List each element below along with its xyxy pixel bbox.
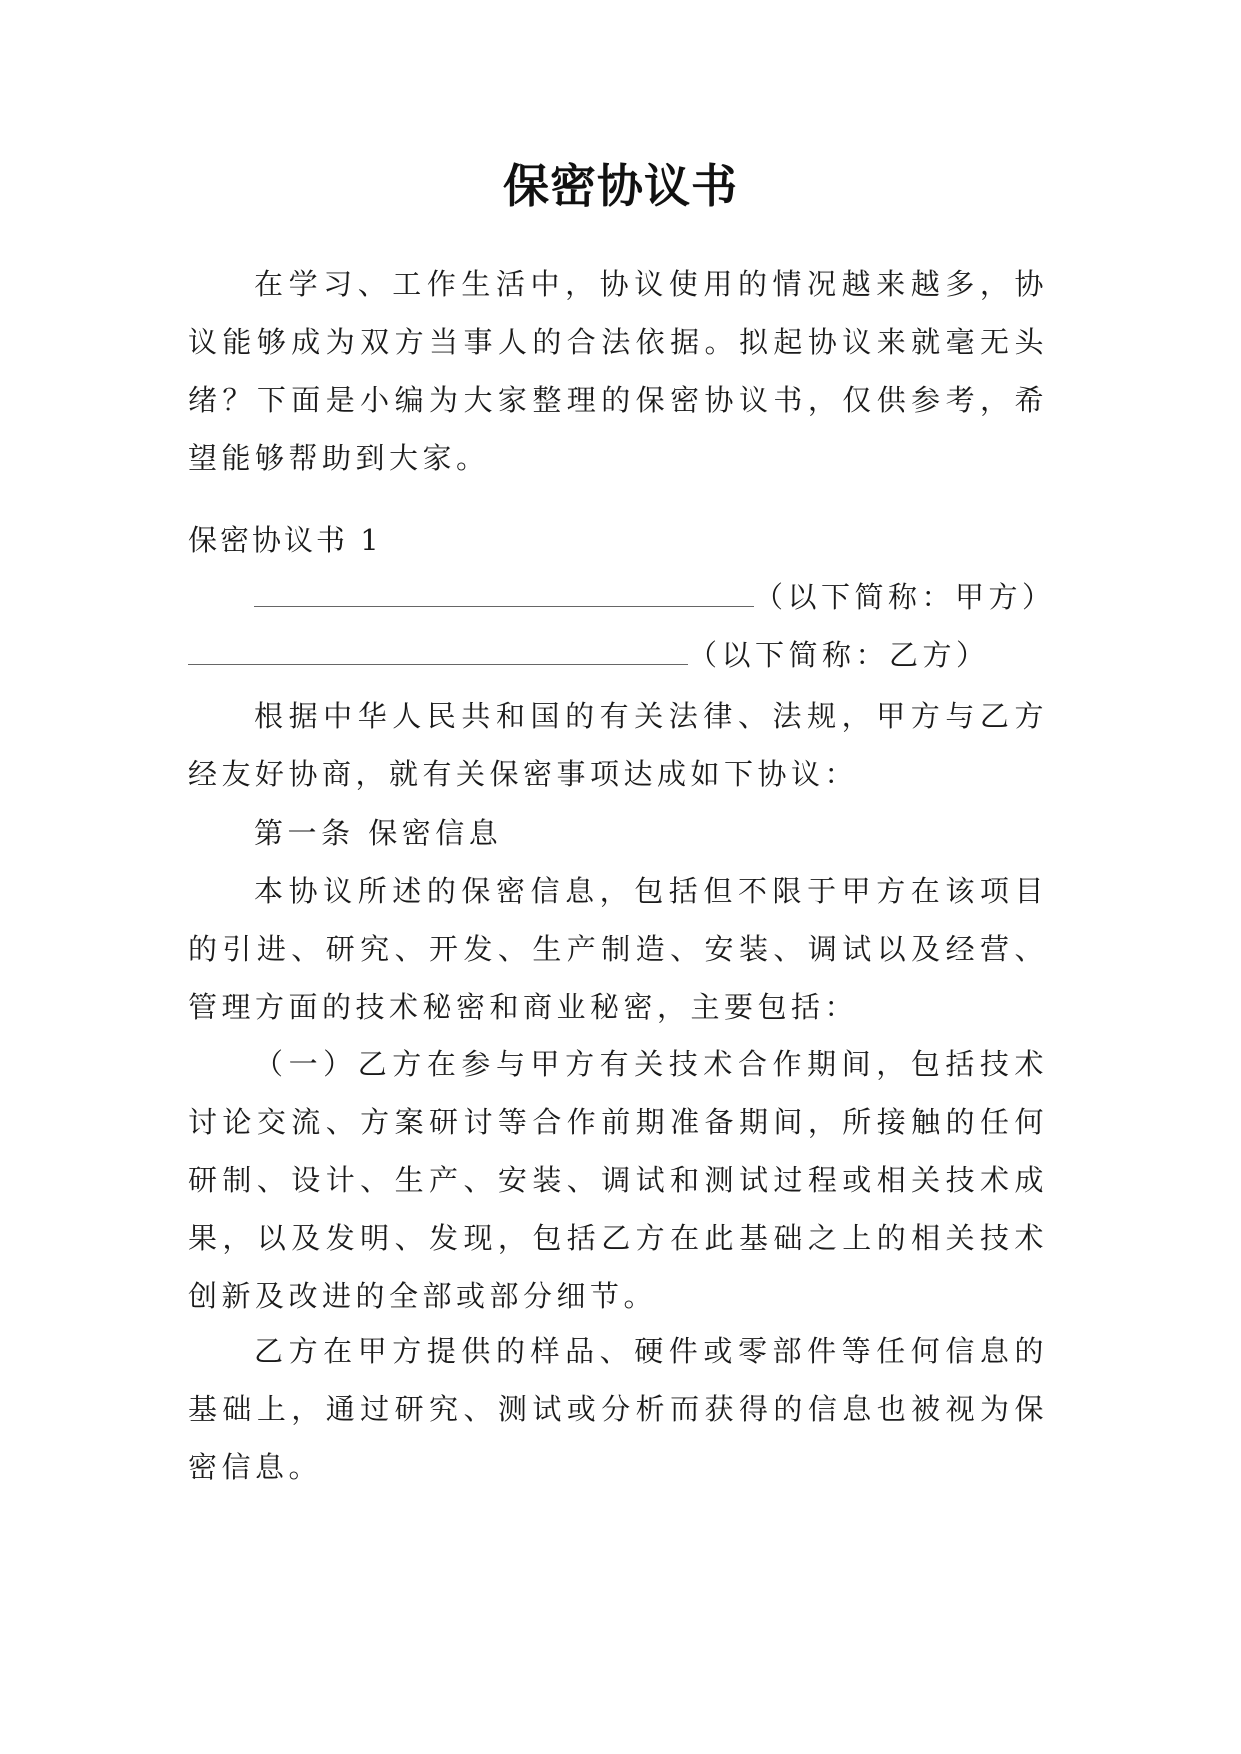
intro-paragraph: 在学习、工作生活中，协议使用的情况越来越多，协议能够成为双方当事人的合法依据。拟起协议来就毫无头绪？下面是小编为大家整理的保密协议书，仅供参考，希望能够帮助到大家。 bbox=[188, 267, 1048, 475]
party-b-label: （以下简称：乙方） bbox=[688, 638, 990, 672]
party-a-label: （以下简称：甲方） bbox=[754, 580, 1056, 614]
party-b-blank bbox=[188, 630, 688, 665]
section-heading: 保密协议书 1 bbox=[188, 523, 382, 557]
article1-heading: 第一条 保密信息 bbox=[254, 816, 503, 850]
party-a-line bbox=[254, 572, 1056, 616]
party-b-line bbox=[188, 630, 990, 674]
item1-paragraph: （一）乙方在参与甲方有关技术合作期间，包括技术讨论交流、方案研讨等合作前期准备期间，所接触的任何研制、设计、生产、安装、调试和测试过程或相关技术成果，以及发明、发现，包括乙方在此基础之上的相关技术创新及改进的全部或部分细节。 bbox=[188, 1047, 1048, 1313]
item1-continued: 乙方在甲方提供的样品、硬件或零部件等任何信息的基础上，通过研究、测试或分析而获得的信息也被视为保密信息。 bbox=[188, 1334, 1048, 1484]
preamble-paragraph: 根据中华人民共和国的有关法律、法规，甲方与乙方经友好协商，就有关保密事项达成如下协议： bbox=[188, 699, 1048, 791]
party-a-blank bbox=[254, 572, 754, 607]
document-title: 保密协议书 bbox=[503, 159, 738, 213]
article1-body: 本协议所述的保密信息，包括但不限于甲方在该项目的引进、研究、开发、生产制造、安装、调试以及经营、管理方面的技术秘密和商业秘密，主要包括： bbox=[188, 874, 1048, 1024]
